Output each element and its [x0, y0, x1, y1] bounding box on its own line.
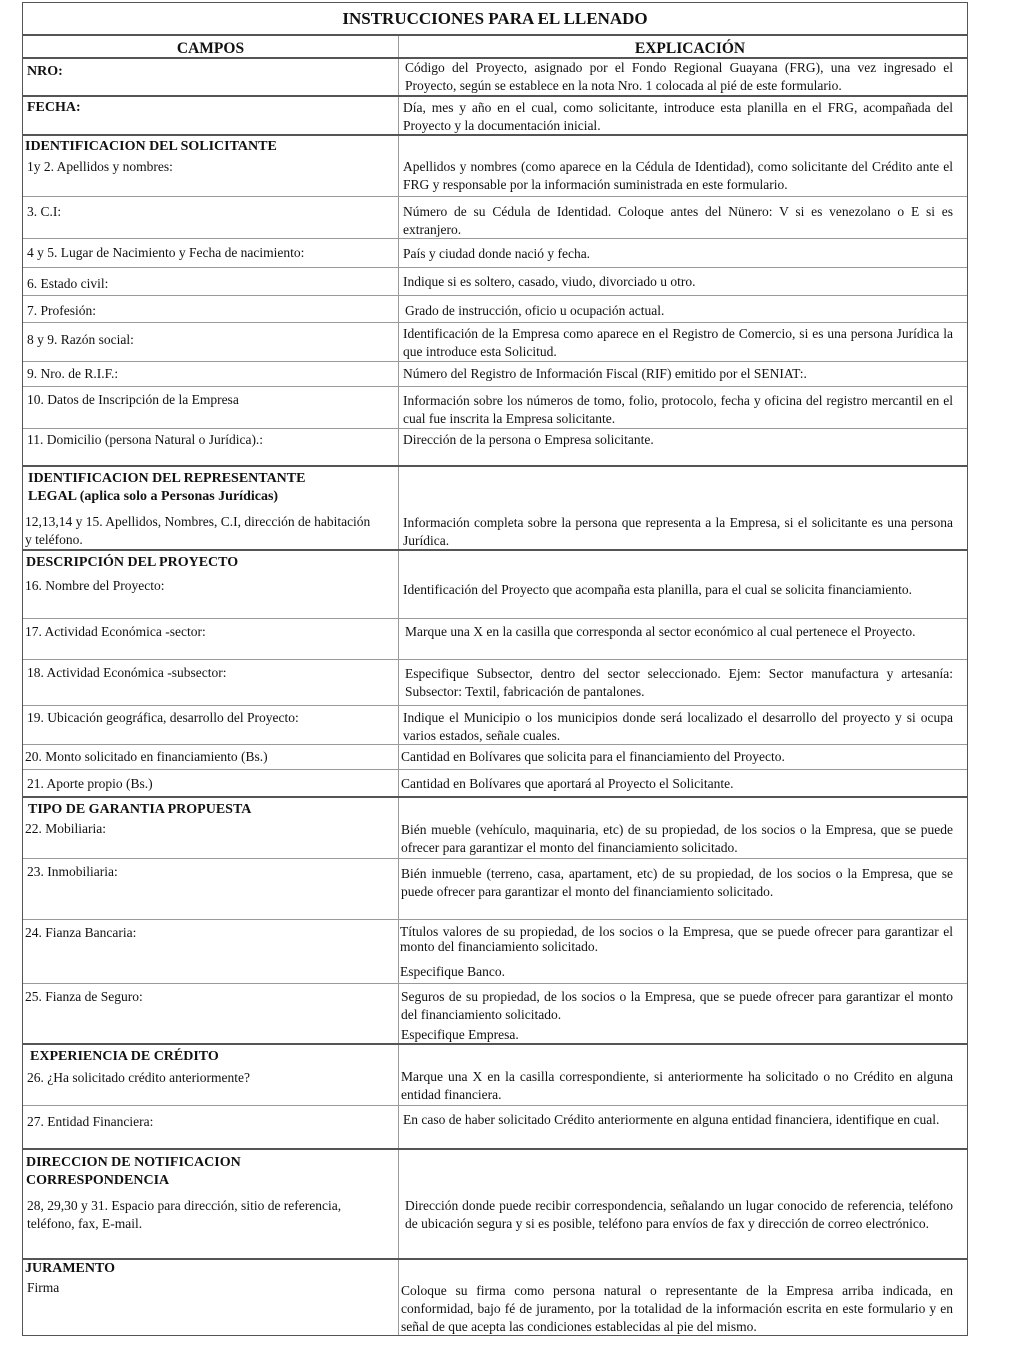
field-label-representante: 12,13,14 y 15. Apellidos, Nombres, C.I, dirección de habitación y teléfono. — [25, 514, 371, 547]
field-label-domicilio: 11. Domicilio (persona Natural o Jurídica).: — [27, 432, 264, 447]
field-explanation-rif: Número del Registro de Información Fiscal (RIF) emitido por el SENIAT:. — [403, 366, 807, 381]
divider — [23, 744, 967, 745]
field-label-firma: Firma — [27, 1280, 60, 1295]
field-label-aporte: 21. Aporte propio (Bs.) — [27, 776, 153, 791]
divider — [23, 238, 967, 239]
divider — [23, 386, 967, 387]
field-label-razon-social: 8 y 9. Razón social: — [27, 332, 134, 347]
divider — [23, 1148, 967, 1150]
section-heading-experiencia: EXPERIENCIA DE CRÉDITO — [30, 1049, 219, 1064]
section-heading-garantia: TIPO DE GARANTIA PROPUESTA — [28, 802, 252, 817]
field-explanation-fianza-seguro: Seguros de su propiedad, de los socios o la Empresa, que se puede ofrecer para garantizar el monto del financiamiento solicitado. — [401, 989, 953, 1022]
divider — [23, 705, 967, 706]
divider — [23, 322, 967, 323]
divider — [23, 267, 967, 268]
field-label-nro: NRO: — [27, 64, 63, 79]
field-explanation-aporte: Cantidad en Bolívares que aportará al Proyecto el Solicitante. — [401, 776, 734, 791]
field-explanation-mobiliaria: Bién mueble (vehículo, maquinaria, etc) de su propiedad, de los socios o la Empresa, que se puede ofrecer para garantizar el monto del financiamiento solicitado. — [401, 822, 953, 855]
field-label-rif: 9. Nro. de R.I.F.: — [27, 366, 119, 381]
field-label-inmobiliaria: 23. Inmobiliaria: — [27, 864, 118, 879]
field-explanation-direccion: Dirección donde puede recibir correspondencia, señalando un lugar conocido de referencia, teléfono de ubicación segura y si es posible, teléfono para envíos de fax y dirección de correo electrónico. — [405, 1198, 953, 1231]
field-label-mobiliaria: 22. Mobiliaria: — [25, 821, 106, 836]
section-heading-representante: IDENTIFICACION DEL REPRESENTANTE — [28, 471, 306, 486]
form-title: INSTRUCCIONES PARA EL LLENADO — [342, 9, 648, 28]
divider — [23, 295, 967, 296]
divider — [23, 34, 967, 36]
field-label-fianza-seguro: 25. Fianza de Seguro: — [25, 989, 143, 1004]
field-explanation-monto: Cantidad en Bolívares que solicita para el financiamiento del Proyecto. — [401, 749, 785, 764]
field-label-fianza-bancaria: 24. Fianza Bancaria: — [25, 925, 137, 940]
divider — [23, 919, 967, 920]
field-label-sector: 17. Actividad Económica -sector: — [25, 624, 206, 639]
section-heading-notificacion: DIRECCION DE NOTIFICACION — [26, 1155, 241, 1170]
field-explanation-entidad: En caso de haber solicitado Crédito anteriormente en alguna entidad financiera, identifique en cual. — [403, 1112, 940, 1127]
section-heading-representante-sub: LEGAL (aplica solo a Personas Jurídicas) — [28, 489, 279, 504]
divider — [23, 796, 967, 798]
field-label-inscripcion: 10. Datos de Inscripción de la Empresa — [27, 392, 239, 407]
field-explanation-subsector: Especifique Subsector, dentro del sector seleccionado. Ejem: Sector manufactura y artesanía: Subsector: Textil, fabricación de pantalones. — [405, 666, 953, 699]
field-explanation-sector: Marque una X en la casilla que corresponda al sector económico al cual pertenece el Proyecto. — [405, 624, 916, 639]
field-explanation-domicilio: Dirección de la persona o Empresa solicitante. — [403, 432, 654, 447]
field-explanation-inmobiliaria: Bién inmueble (terreno, casa, apartament, etc) de su propiedad, de los socios o la Empresa, que se puede ofrecer para garantizar el monto del financiamiento solicitado. — [401, 866, 953, 899]
divider — [23, 465, 967, 467]
divider — [23, 618, 967, 619]
field-explanation-razon-social: Identificación de la Empresa como aparece en el Registro de Comercio, si es una persona Jurídica la que introduce esta Solicitud. — [403, 326, 953, 359]
field-explanation-estado-civil: Indique si es soltero, casado, viudo, divorciado u otro. — [403, 274, 696, 289]
field-explanation-apellidos: Apellidos y nombres (como aparece en la Cédula de Identidad), como solicitante del Crédito ante el FRG y responsable por la información suministrada en este formulario. — [403, 159, 953, 192]
field-explanation-ubicacion: Indique el Municipio o los municipios donde será localizado el desarrollo del proyecto y si ocupa varios estados, señale cuales. — [403, 710, 953, 743]
field-explanation-firma: Coloque su firma como persona natural o representante de la Empresa arriba indicada, en conformidad, bajo fé de juramento, por la totalidad de la información escrita en este formulario y en señal de que acepta las condiciones establecidas al pie del mismo. — [401, 1283, 953, 1334]
divider — [23, 983, 967, 984]
section-heading-proyecto: DESCRIPCIÓN DEL PROYECTO — [26, 555, 239, 570]
divider — [23, 659, 967, 660]
field-label-profesion: 7. Profesión: — [27, 303, 96, 318]
field-explanation-nombre-proyecto: Identificación del Proyecto que acompaña esta planilla, para el cual se solicita financiamiento. — [403, 582, 913, 597]
field-label-ci: 3. C.I: — [27, 204, 62, 219]
divider — [23, 1043, 967, 1045]
field-explanation-credito-anterior: Marque una X en la casilla correspondiente, si anteriormente ha solicitado o no Crédito en alguna entidad financiera. — [401, 1069, 953, 1102]
field-label-monto: 20. Monto solicitado en financiamiento (Bs.) — [25, 749, 268, 764]
field-explanation-fianza-seguro-extra: Especifique Empresa. — [401, 1027, 519, 1042]
field-explanation-ci: Número de su Cédula de Identidad. Coloque antes del Nünero: V si es venezolano o E si es extranjero. — [403, 204, 953, 237]
field-explanation-fecha: Día, mes y año en el cual, como solicitante, introduce esta planilla en el FRG, acompañada del Proyecto y la documentación inicial. — [403, 100, 953, 133]
field-label-nacimiento: 4 y 5. Lugar de Nacimiento y Fecha de nacimiento: — [27, 245, 305, 260]
field-explanation-profesion: Grado de instrucción, oficio u ocupación actual. — [405, 303, 665, 318]
field-explanation-inscripcion: Información sobre los números de tomo, folio, protocolo, fecha y oficina del registro mercantil en el cual fue inscrita la Empresa solicitante. — [403, 393, 953, 426]
divider — [23, 1258, 967, 1260]
field-label-ubicacion: 19. Ubicación geográfica, desarrollo del Proyecto: — [27, 710, 299, 725]
section-heading-solicitante: IDENTIFICACION DEL SOLICITANTE — [25, 139, 277, 154]
field-explanation-representante: Información completa sobre la persona que representa a la Empresa, si el solicitante es una persona Jurídica. — [403, 515, 953, 548]
divider — [23, 428, 967, 429]
field-label-entidad: 27. Entidad Financiera: — [27, 1114, 154, 1129]
field-explanation-nro: Código del Proyecto, asignado por el Fondo Regional Guayana (FRG), una vez ingresado el Proyecto, según se establece en la nota Nro. 1 colocada al pié de este formulario. — [405, 60, 953, 93]
field-label-fecha: FECHA: — [27, 100, 81, 115]
divider — [23, 196, 967, 197]
column-divider — [398, 36, 399, 1335]
divider — [23, 549, 967, 551]
field-label-apellidos: 1y 2. Apellidos y nombres: — [27, 159, 173, 174]
column-header-explicacion: EXPLICACIÓN — [634, 40, 746, 57]
divider — [23, 858, 967, 859]
divider — [23, 1105, 967, 1106]
section-heading-notificacion-sub: CORRESPONDENCIA — [26, 1173, 170, 1188]
field-label-estado-civil: 6. Estado civil: — [27, 276, 109, 291]
column-header-campos: CAMPOS — [176, 40, 245, 57]
field-label-nombre-proyecto: 16. Nombre del Proyecto: — [25, 578, 165, 593]
field-label-subsector: 18. Actividad Económica -subsector: — [27, 665, 227, 680]
divider — [23, 95, 967, 97]
section-heading-juramento: JURAMENTO — [25, 1261, 115, 1276]
divider — [23, 769, 967, 770]
divider — [23, 134, 967, 136]
field-explanation-fianza-bancaria: Títulos valores de su propiedad, de los socios o la Empresa, que se puede ofrecer para garantizar el monto del financiamiento solicitado. — [400, 924, 953, 954]
divider — [23, 361, 967, 362]
field-explanation-fianza-bancaria-extra: Especifique Banco. — [400, 964, 505, 979]
field-label-direccion: 28, 29,30 y 31. Espacio para dirección, sitio de referencia, teléfono, fax, E-mail. — [27, 1198, 342, 1231]
field-label-credito-anterior: 26. ¿Ha solicitado crédito anteriormente? — [27, 1070, 251, 1085]
instructions-form — [22, 2, 968, 1336]
field-explanation-nacimiento: País y ciudad donde nació y fecha. — [403, 246, 591, 261]
